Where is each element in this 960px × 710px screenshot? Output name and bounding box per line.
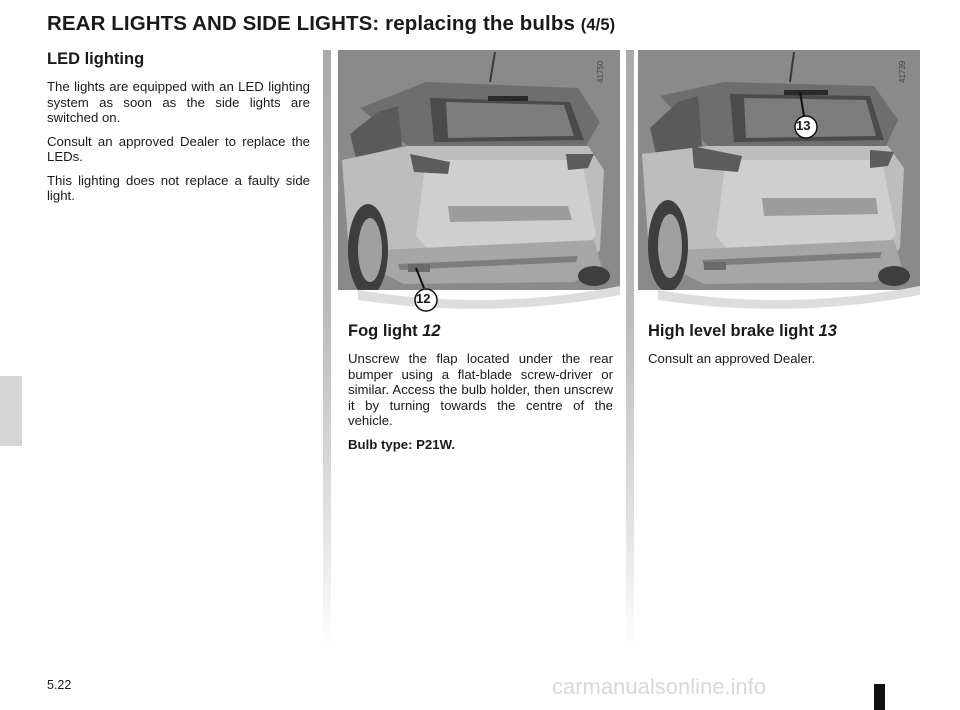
led-paragraph: Consult an approved Dealer to replace the LEDs. bbox=[47, 133, 310, 164]
title-suffix: (4/5) bbox=[580, 16, 616, 34]
page-corner-mark bbox=[874, 684, 885, 710]
fog-ref: 12 bbox=[422, 322, 441, 340]
figure-id: 41739 bbox=[898, 60, 907, 83]
chapter-tab bbox=[0, 376, 22, 446]
brake-ref: 13 bbox=[818, 322, 837, 340]
watermark: carmanualsonline.info bbox=[552, 674, 767, 699]
column-divider bbox=[626, 50, 634, 650]
callout-13: 13 bbox=[796, 118, 811, 133]
fog-light-illustration bbox=[338, 50, 620, 315]
brake-light-illustration bbox=[638, 50, 920, 315]
callout-12: 12 bbox=[416, 291, 431, 306]
bulb-type: Bulb type: P21W. bbox=[348, 436, 455, 452]
led-paragraph: This lighting does not replace a faulty side light. bbox=[47, 172, 310, 203]
column-divider bbox=[323, 50, 331, 650]
fog-heading-text: Fog light bbox=[348, 322, 418, 340]
car-rear-illustration bbox=[638, 50, 920, 315]
page-number: 5.22 bbox=[47, 678, 72, 692]
figure-id: 41750 bbox=[596, 60, 605, 83]
brake-paragraph: Consult an approved Dealer. bbox=[648, 351, 816, 366]
brake-light-section bbox=[648, 322, 913, 375]
led-heading: LED lighting bbox=[47, 50, 145, 68]
car-rear-illustration bbox=[338, 50, 620, 315]
fog-heading bbox=[348, 322, 613, 341]
brake-heading bbox=[648, 322, 913, 341]
led-paragraph: The lights are equipped with an LED lighting system as soon as the side lights are switched on. bbox=[47, 79, 310, 125]
brake-heading-text: High level brake light bbox=[648, 322, 814, 340]
fog-paragraph: Unscrew the flap located under the rear bumper using a flat-blade screw-driver or similar. Access the bulb holder, then unscrew it by turning towards the centre of the vehicle. bbox=[348, 351, 613, 428]
page-title bbox=[47, 12, 615, 36]
fog-light-section bbox=[348, 322, 613, 452]
title-main: REAR LIGHTS AND SIDE LIGHTS: replacing the bulbs bbox=[47, 12, 575, 35]
led-lighting-section bbox=[47, 50, 310, 212]
